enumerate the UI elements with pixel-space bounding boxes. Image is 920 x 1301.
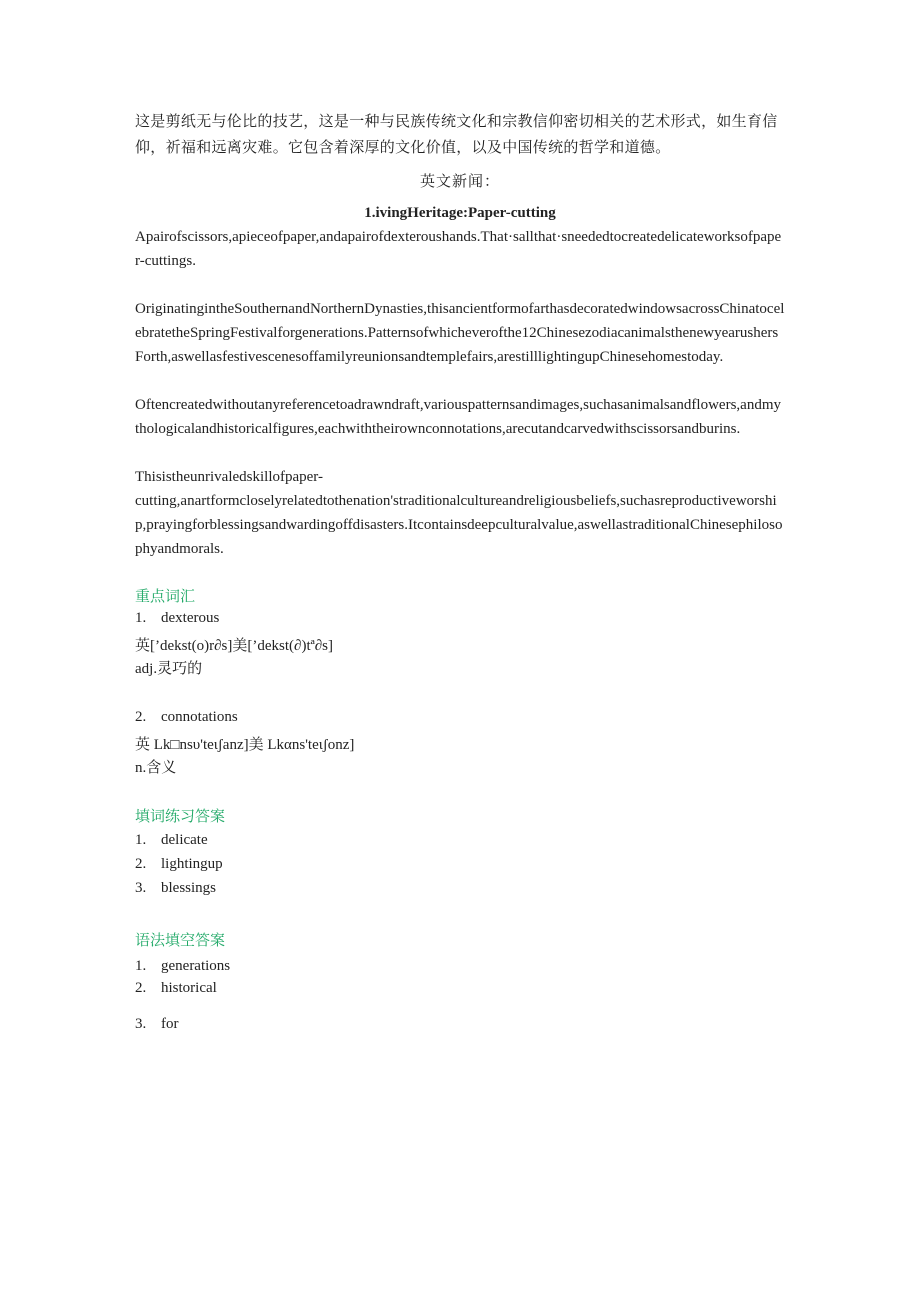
fill-word-number: 1. [135,832,147,848]
news-title: 1.ivingHeritage:Paper-cutting [364,205,556,221]
grammar-number: 1. [135,958,147,974]
news-paragraph-4-line1: Thisistheunrivaledskillofpaper- [135,469,323,485]
grammar-heading: 语法填空答案 [135,931,226,949]
vocab-item [135,607,785,629]
news-paragraph-1: Apairofscissors,apieceofpaper,andapairofdexteroushands.That·sallthat·sneededtocreatedelicateworksofpaper-cuttings. [135,229,782,269]
fill-word-number: 3. [135,880,147,896]
document-page [135,109,785,1035]
news-paragraph-4-rest: cutting,anartformcloselyrelatedtothenation'straditionalcultureandreligiousbeliefs,suchasreproductiveworship,prayingforblessingsandwardingoffdisasters.Itcontainsdeepculturalvalue,aswellastraditionalChinesephilosophyandmorals. [135,493,783,557]
vocab-item-number: 1. [135,610,147,626]
grammar-number: 2. [135,980,147,996]
vocab-item [135,706,785,728]
fill-word-item [135,877,785,899]
fill-words-heading: 填词练习答案 [135,807,226,825]
grammar-number: 3. [135,1016,147,1032]
fill-word-answer: blessings [161,880,217,896]
vocab-meaning: adj.灵巧的 [135,661,203,677]
vocab-word: dexterous [161,610,220,626]
news-paragraph-3: Oftencreatedwithoutanyreferencetoadrawndraft,variouspatternsandimages,suchasanimalsandflowers,andmythologicalandhistoricalfigures,eachwiththeirownconnotations,arecutandcarvedwithscissorsandburins. [135,397,781,437]
grammar-item [135,1013,785,1035]
fill-word-answer: delicate [161,832,208,848]
vocab-meaning: n.含义 [135,760,177,776]
news-paragraph-2: OriginatingintheSouthernandNorthernDynasties,thisancientformofarthasdecoratedwindowsacrossChinatocelebratetheSpringFestivalforgenerations.Patternsofwhicheverofthe12ChinesezodiacanimalsthenewyearushersForth,aswellasfestivescenesoffamilyreunionsandtemplefairs,arestilllightingupChinesehomestoday. [135,301,785,365]
vocab-phonetic: 英 Lk□nsυ'teɩʃanz]美 Lkαns'teɩʃonz] [135,737,355,753]
intro-paragraph-cn: 这是剪纸无与伦比的技艺，这是一种与民族传统文化和宗教信仰密切相关的艺术形式，如生育信仰，祈福和远离灾难。它包含着深厚的文化价值，以及中国传统的哲学和道德。 [135,114,778,156]
grammar-answer: historical [161,980,217,996]
fill-word-item [135,853,785,875]
vocab-word: connotations [161,709,238,725]
vocab-heading: 重点词汇 [135,587,196,605]
grammar-item [135,955,785,977]
news-label: 英文新闻： [419,174,500,190]
fill-word-item [135,829,785,851]
grammar-answer: generations [161,958,231,974]
fill-word-number: 2. [135,856,147,872]
vocab-phonetic: 英[’dekst(o)r∂s]美[’dekst(∂)tª∂s] [135,638,333,654]
grammar-item [135,977,785,999]
vocab-item-number: 2. [135,709,147,725]
fill-word-answer: lightingup [161,856,223,872]
news-paragraph-4 [135,465,785,561]
grammar-answer: for [161,1016,179,1032]
